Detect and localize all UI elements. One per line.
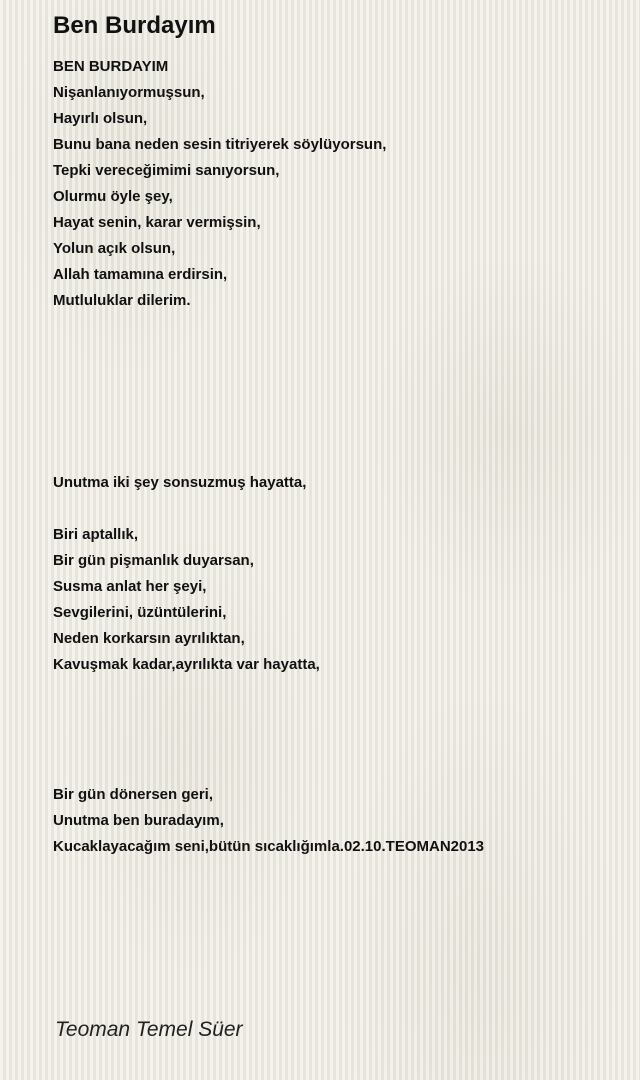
poem-author: Teoman Temel Süer [55, 1018, 243, 1041]
poem-line: Biri aptallık, [53, 526, 139, 543]
poem-line: Susma anlat her şeyi, [53, 578, 207, 595]
poem-line: Kavuşmak kadar,ayrılıkta var hayatta, [53, 656, 320, 673]
poem-blank-line [53, 704, 623, 730]
poem-line: Hayırlı olsun, [53, 110, 148, 127]
poem-line: Unutma iki şey sonsuzmuş hayatta, [53, 474, 307, 491]
poem-line: Neden korkarsın ayrılıktan, [53, 630, 245, 647]
poem-line: BEN BURDAYIM [53, 58, 169, 75]
poem-blank-line [53, 366, 623, 392]
poem-line: Olurmu öyle şey, [53, 188, 173, 205]
poem-line: Kucaklayacağım seni,bütün sıcaklığımla.02.10.TEOMAN2013 [53, 838, 485, 855]
poem-line: Tepki vereceğimimi sanıyorsun, [53, 162, 280, 179]
poem-blank-line [53, 678, 623, 704]
poem-blank-line [53, 418, 623, 444]
poem-line: Bunu bana neden sesin titriyerek söylüyorsun, [53, 136, 387, 153]
poem-line: Yolun açık olsun, [53, 240, 176, 257]
poem-title: Ben Burdayım [53, 12, 216, 39]
poem-blank-line [53, 444, 623, 470]
poem-line: Hayat senin, karar vermişsin, [53, 214, 261, 231]
poem-blank-line [53, 756, 623, 782]
poem-body [53, 54, 623, 860]
poem-blank-line [53, 496, 623, 522]
poem-line: Allah tamamına erdirsin, [53, 266, 228, 283]
poem-line: Mutluluklar dilerim. [53, 292, 191, 309]
poem-blank-line [53, 314, 623, 340]
poem-blank-line [53, 392, 623, 418]
poem-blank-line [53, 730, 623, 756]
poem-line: Nişanlanıyormuşsun, [53, 84, 205, 101]
poem-blank-line [53, 340, 623, 366]
poem-line: Bir gün pişmanlık duyarsan, [53, 552, 254, 569]
poem-line: Bir gün dönersen geri, [53, 786, 214, 803]
poem-line: Sevgilerini, üzüntülerini, [53, 604, 227, 621]
poem-line: Unutma ben buradayım, [53, 812, 224, 829]
